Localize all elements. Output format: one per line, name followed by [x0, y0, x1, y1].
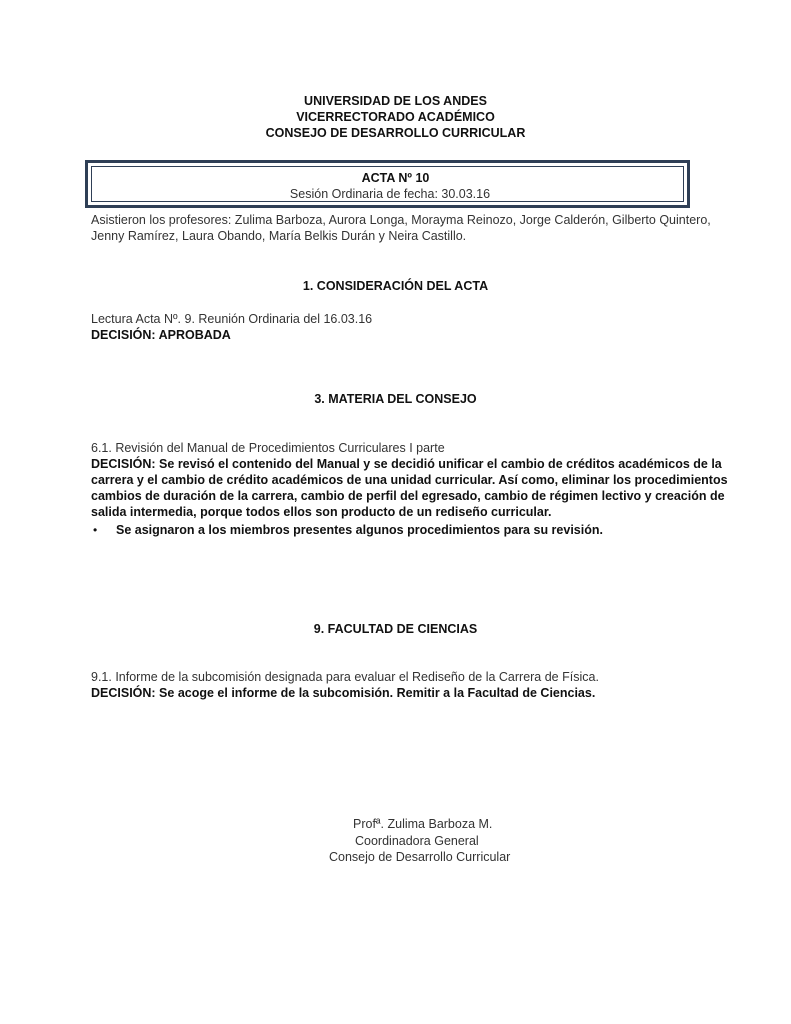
council-name: CONSEJO DE DESARROLLO CURRICULAR — [265, 126, 526, 140]
section-9-decision: DECISIÓN: Se acoge el informe de la subcomisión. Remitir a la Facultad de Ciencias. — [91, 686, 596, 700]
acta-title: ACTA Nº 10 — [361, 171, 430, 185]
signature-role: Coordinadora General — [355, 834, 479, 848]
section-1-decision: DECISIÓN: APROBADA — [91, 328, 231, 342]
section-1-item: Lectura Acta Nº. 9. Reunión Ordinaria del 16.03.16 — [91, 312, 373, 326]
section-3-item: 6.1. Revisión del Manual de Procedimientos Curriculares I parte — [91, 441, 445, 455]
section-3-bullet: Se asignaron a los miembros presentes algunos procedimientos para su revisión. — [116, 523, 603, 537]
attendees-line-1: Asistieron los profesores: Zulima Barboza, Aurora Longa, Morayma Reinozo, Jorge Calderón, Gilberto Quintero, — [91, 213, 711, 227]
section-9-item: 9.1. Informe de la subcomisión designada para evaluar el Rediseño de la Carrera de Física. — [91, 670, 599, 684]
signature-org: Consejo de Desarrollo Curricular — [329, 850, 511, 864]
signature-name: Profª. Zulima Barboza M. — [353, 817, 493, 831]
section-3-decision-line-3: cambios de duración de la carrera, cambio de perfil del egresado, cambio de régimen lectivo y creación de — [91, 489, 725, 503]
section-3-decision-line-4: salida intermedia, porque todos ellos son producto de un rediseño curricular. — [91, 505, 552, 519]
section-3-decision-line-2: carrera y el cambio de crédito académicos de una unidad curricular. Así como, eliminar los procedimientos — [91, 473, 728, 487]
section-1-title: 1. CONSIDERACIÓN DEL ACTA — [302, 279, 489, 293]
section-9-title: 9. FACULTAD DE CIENCIAS — [313, 622, 478, 636]
section-3-title: 3. MATERIA DEL CONSEJO — [314, 392, 477, 406]
bullet-icon: • — [93, 523, 98, 537]
section-3-decision-line-1: DECISIÓN: Se revisó el contenido del Manual y se decidió unificar el cambio de créditos académicos de la — [91, 457, 722, 471]
vicerrectorado-name: VICERRECTORADO ACADÉMICO — [296, 110, 495, 124]
acta-session: Sesión Ordinaria de fecha: 30.03.16 — [289, 187, 491, 201]
university-name: UNIVERSIDAD DE LOS ANDES — [304, 94, 487, 108]
attendees-line-2: Jenny Ramírez, Laura Obando, María Belkis Durán y Neira Castillo. — [91, 229, 467, 243]
